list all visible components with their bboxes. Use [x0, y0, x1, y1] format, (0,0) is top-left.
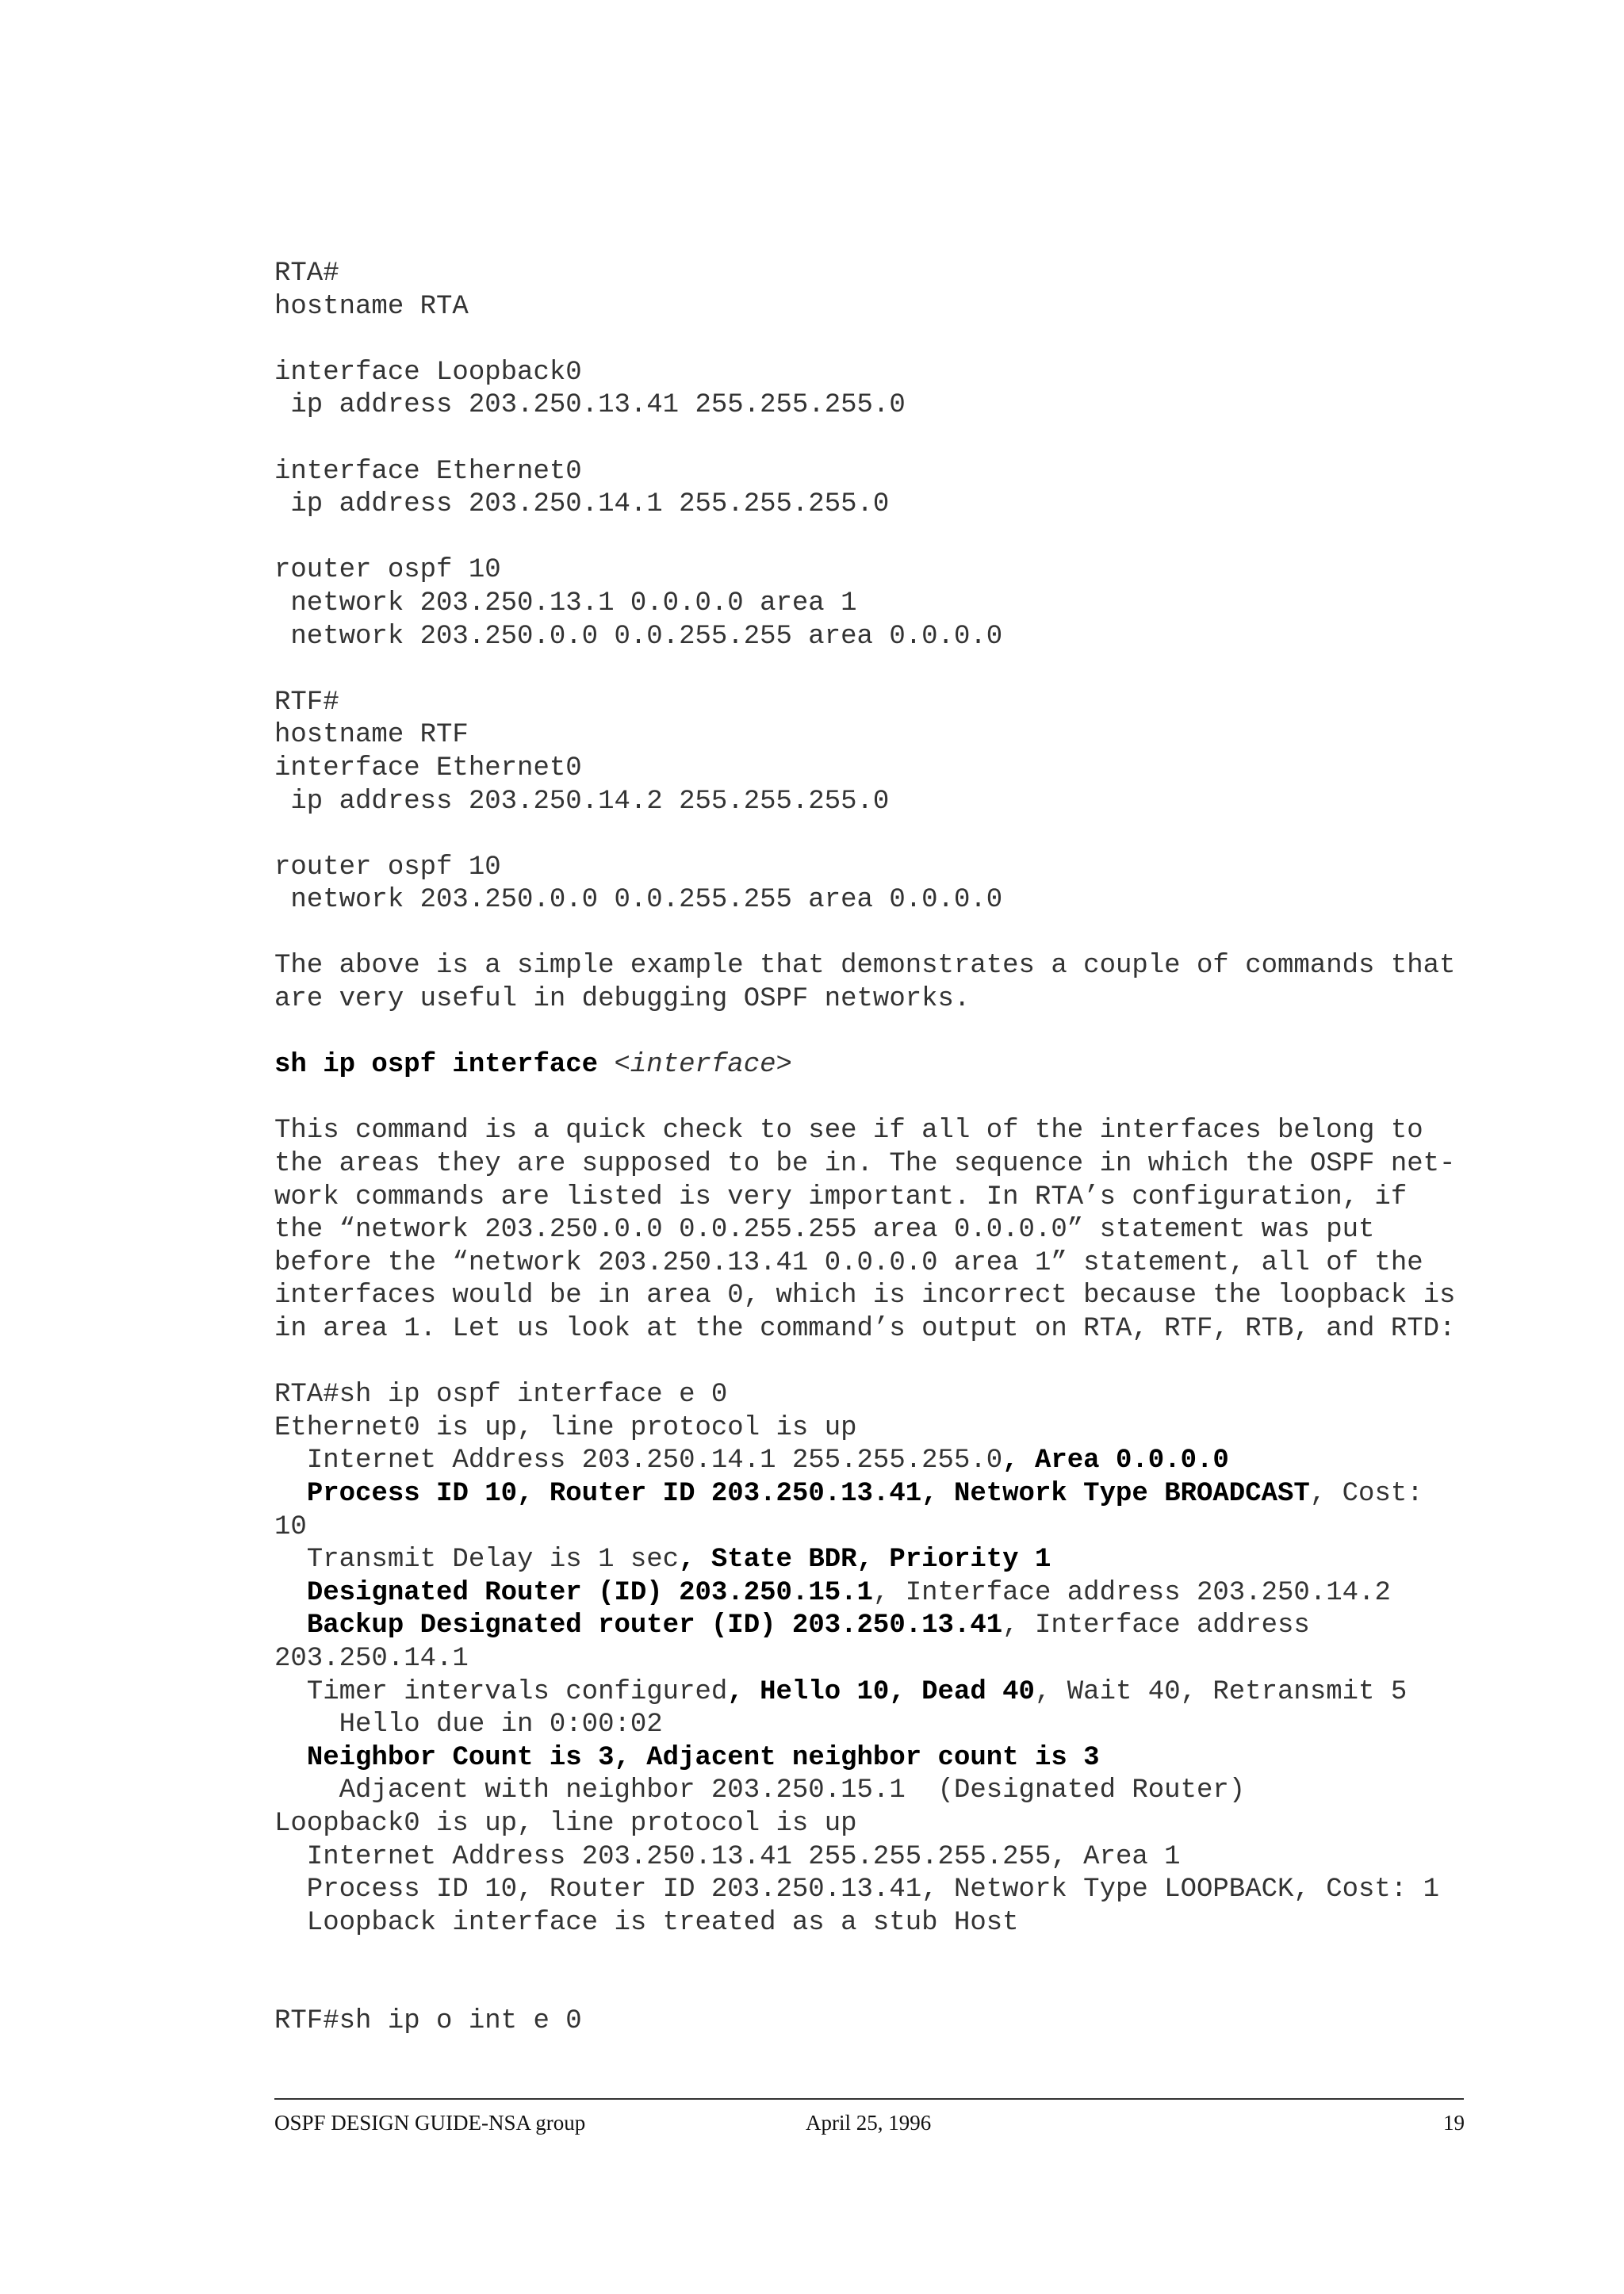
- text-segment: , Wait 40, Retransmit 5: [1034, 1676, 1408, 1707]
- text-segment: Transmit Delay is 1 sec: [274, 1545, 680, 1576]
- text-segment: are very useful in debugging OSPF networks.: [274, 984, 971, 1015]
- text-segment: Internet Address 203.250.13.41 255.255.255.255, Area 1: [274, 1841, 1181, 1872]
- text-segment: The above is a simple example that demonstrates a couple of commands that: [274, 951, 1456, 982]
- text-line: [274, 1280, 1464, 1313]
- text-line: [274, 588, 1464, 621]
- text-line: [274, 1742, 1464, 1775]
- text-segment: interfaces would be in area 0, which is incorrect because the loopback is: [274, 1281, 1456, 1312]
- footer-title: OSPF DESIGN GUIDE-NSA group: [274, 2111, 586, 2135]
- text-line: [274, 1544, 1464, 1577]
- text-line: [274, 884, 1464, 917]
- text-line: [274, 719, 1464, 753]
- text-segment: Internet Address 203.250.14.1 255.255.255.0: [274, 1446, 1003, 1476]
- text-segment: RTA#: [274, 259, 339, 289]
- text-segment: This command is a quick check to see if all of the interfaces belong to: [274, 1116, 1423, 1147]
- text-line: [274, 1643, 1464, 1676]
- text-segment: RTF#sh ip o int e 0: [274, 2006, 582, 2037]
- text-segment: 203.250.14.1: [274, 1643, 469, 1674]
- text-segment: hostname RTA: [274, 291, 469, 322]
- text-segment: network 203.250.0.0 0.0.255.255 area 0.0.0.0: [274, 621, 1003, 652]
- footer-divider: [274, 2098, 1464, 2100]
- text-segment: [274, 1610, 307, 1641]
- text-segment: network 203.250.0.0 0.0.255.255 area 0.0.0.0: [274, 885, 1003, 916]
- text-segment: in area 1. Let us look at the command’s output on RTA, RTF, RTB, and RTD:: [274, 1314, 1456, 1344]
- text-segment: before the “network 203.250.13.41 0.0.0.0 area 1” statement, all of the: [274, 1247, 1423, 1278]
- text-segment: ip address 203.250.13.41 255.255.255.0: [274, 390, 906, 421]
- text-line: [274, 687, 1464, 720]
- blank-line: [274, 917, 1464, 951]
- text-line: [274, 1379, 1464, 1412]
- text-segment: Process ID 10, Router ID 203.250.13.41, Network Type BROADCAST: [306, 1478, 1310, 1509]
- text-segment: Timer intervals configured: [274, 1676, 728, 1707]
- text-line: [274, 1478, 1464, 1511]
- text-line: [274, 389, 1464, 423]
- text-line: [274, 258, 1464, 291]
- text-segment: ip address 203.250.14.1 255.255.255.0: [274, 489, 890, 520]
- text-line: [274, 786, 1464, 819]
- text-segment: [274, 1578, 307, 1608]
- text-line: [274, 1049, 1464, 1082]
- text-segment: interface Ethernet0: [274, 456, 582, 487]
- text-segment: Hello due in 0:00:02: [274, 1710, 663, 1741]
- text-segment: , Interface address 203.250.14.2: [872, 1577, 1391, 1608]
- text-line: [274, 852, 1464, 885]
- text-segment: Adjacent with neighbor 203.250.15.1 (Designated Router): [274, 1775, 1246, 1806]
- text-segment: [274, 1743, 307, 1773]
- text-line: [274, 554, 1464, 588]
- text-segment: RTF#: [274, 687, 339, 718]
- text-segment: , Area 0.0.0.0: [1002, 1446, 1229, 1476]
- text-segment: Loopback0 is up, line protocol is up: [274, 1808, 857, 1839]
- text-line: [274, 1841, 1464, 1875]
- blank-line: [274, 1346, 1464, 1380]
- blank-line: [274, 1017, 1464, 1050]
- text-segment: router ospf 10: [274, 555, 501, 586]
- text-segment: , State BDR, Priority 1: [679, 1545, 1051, 1576]
- text-segment: Backup Designated router (ID) 203.250.13.41: [306, 1610, 1003, 1641]
- text-segment: Neighbor Count is 3, Adjacent neighbor count is 3: [306, 1742, 1100, 1773]
- blank-line: [274, 1973, 1464, 2006]
- text-line: [274, 1247, 1464, 1281]
- text-line: [274, 1610, 1464, 1643]
- text-line: [274, 1676, 1464, 1710]
- footer-date: April 25, 1996: [806, 2111, 932, 2135]
- text-line: [274, 456, 1464, 489]
- text-line: [274, 1874, 1464, 1907]
- blank-line: [274, 324, 1464, 357]
- text-segment: , Cost:: [1309, 1478, 1423, 1509]
- text-segment: [274, 1479, 307, 1509]
- text-line: [274, 488, 1464, 522]
- blank-line: [274, 423, 1464, 456]
- text-line: [274, 1709, 1464, 1742]
- text-line: [274, 1808, 1464, 1841]
- text-line: [274, 291, 1464, 324]
- blank-line: [274, 653, 1464, 687]
- text-line: [274, 1181, 1464, 1215]
- text-line: [274, 1313, 1464, 1346]
- text-segment: 10: [274, 1511, 307, 1542]
- text-line: [274, 753, 1464, 786]
- text-segment: sh ip ospf interface: [274, 1050, 615, 1081]
- text-line: [274, 2005, 1464, 2039]
- text-line: [274, 1412, 1464, 1446]
- text-line: [274, 1577, 1464, 1610]
- footer-page-number: 19: [1443, 2111, 1465, 2135]
- text-segment: Loopback interface is treated as a stub Host: [274, 1907, 1019, 1938]
- text-segment: network 203.250.13.1 0.0.0.0 area 1: [274, 588, 857, 618]
- text-segment: the “network 203.250.0.0 0.0.255.255 area 0.0.0.0” statement was put: [274, 1215, 1375, 1246]
- document-body: [274, 258, 1464, 2039]
- blank-line: [274, 818, 1464, 852]
- blank-line: [274, 1082, 1464, 1116]
- text-segment: interface Ethernet0: [274, 753, 582, 783]
- text-segment: , Interface address: [1002, 1610, 1310, 1641]
- text-line: [274, 1511, 1464, 1545]
- text-segment: Process ID 10, Router ID 203.250.13.41, Network Type LOOPBACK, Cost: 1: [274, 1875, 1440, 1905]
- text-line: [274, 1907, 1464, 1940]
- text-segment: <interface>: [614, 1050, 792, 1081]
- text-line: [274, 357, 1464, 390]
- text-segment: interface Loopback0: [274, 357, 582, 388]
- text-segment: Designated Router (ID) 203.250.15.1: [306, 1577, 873, 1608]
- text-line: [274, 1115, 1464, 1148]
- text-line: [274, 950, 1464, 983]
- text-segment: work commands are listed is very important. In RTA’s configuration, if: [274, 1181, 1408, 1212]
- text-line: [274, 1445, 1464, 1478]
- text-line: [274, 983, 1464, 1017]
- text-line: [274, 1775, 1464, 1808]
- blank-line: [274, 522, 1464, 555]
- text-segment: hostname RTF: [274, 720, 469, 751]
- text-segment: RTA#sh ip ospf interface e 0: [274, 1380, 728, 1411]
- blank-line: [274, 1940, 1464, 1973]
- text-segment: ip address 203.250.14.2 255.255.255.0: [274, 786, 890, 817]
- text-segment: the areas they are supposed to be in. The sequence in which the OSPF net-: [274, 1149, 1456, 1180]
- text-line: [274, 1148, 1464, 1181]
- text-line: [274, 1214, 1464, 1247]
- text-segment: , Hello 10, Dead 40: [727, 1676, 1035, 1707]
- text-line: [274, 621, 1464, 654]
- text-segment: router ospf 10: [274, 852, 501, 883]
- text-segment: Ethernet0 is up, line protocol is up: [274, 1412, 857, 1443]
